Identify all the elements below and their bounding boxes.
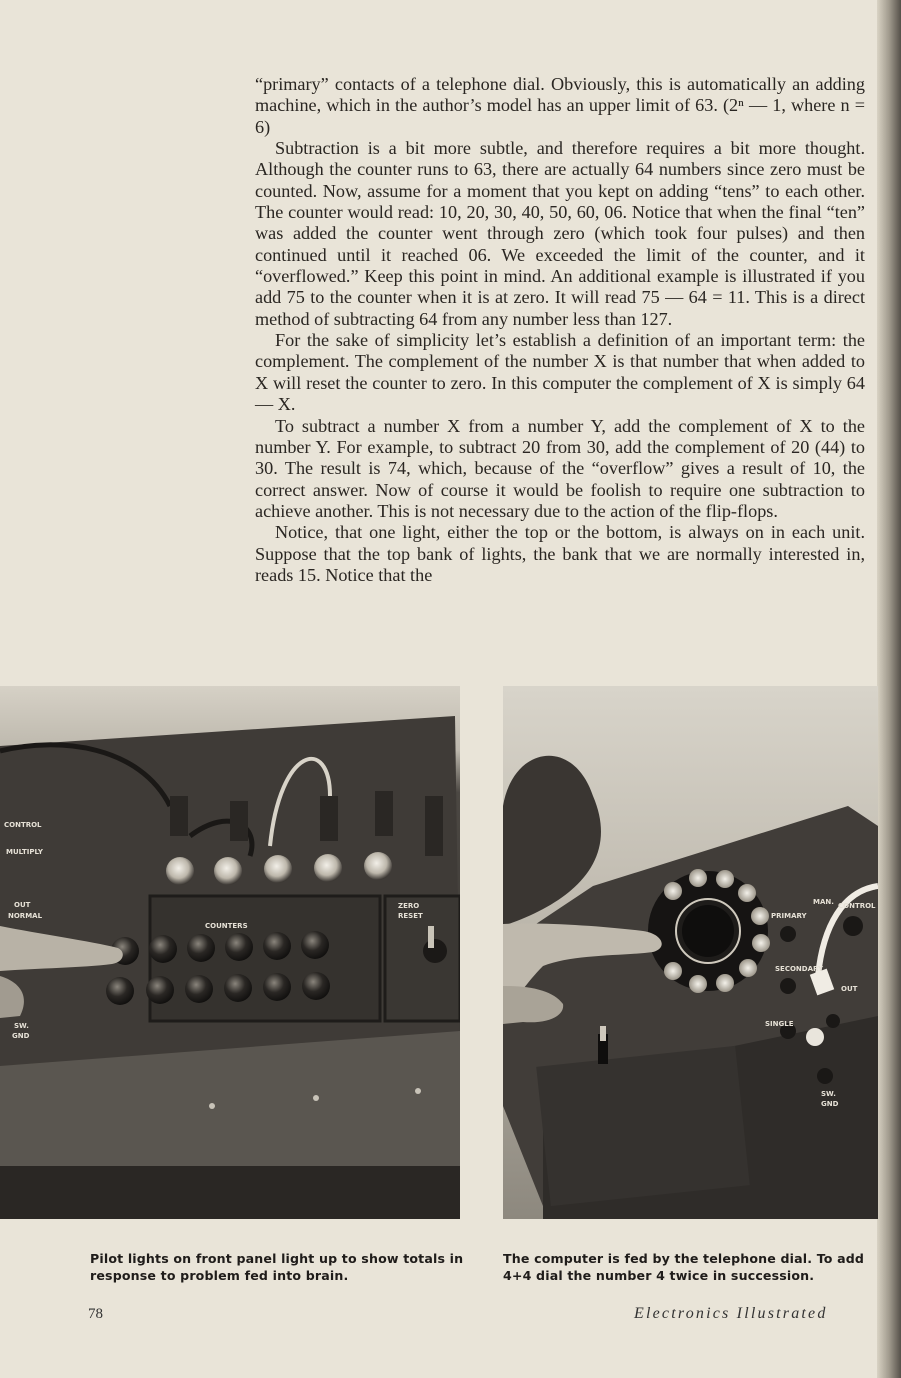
label-primary: PRIMARY (771, 912, 807, 920)
label-control-right: CONTROL (838, 902, 876, 910)
label-multiply: MULTIPLY (6, 848, 43, 856)
photo-pilot-lights-panel (0, 686, 460, 1219)
label-secondary: SECONDARY (775, 965, 824, 973)
label-gnd: GND (12, 1032, 30, 1040)
label-sw: SW. (14, 1022, 29, 1030)
label-normal: NORMAL (8, 912, 43, 920)
label-man: MAN. (813, 898, 834, 906)
label-out-right: OUT (841, 985, 858, 993)
photo-telephone-dial-illustration (503, 686, 878, 1219)
photo-pilot-lights-panel-illustration (0, 686, 460, 1219)
label-gnd-right: GND (821, 1100, 839, 1108)
label-sw-right: SW. (821, 1090, 836, 1098)
article-body (255, 74, 865, 586)
article-paragraph-2: Subtraction is a bit more subtle, and therefore requires a bit more thought. Although the counter runs to 63, there are actually 64 numbers since zero must be counted. Now, assume for a moment that you kept on adding “tens” to each other. The counter would read: 10, 20, 30, 40, 50, 60, 06. Notice that when the final “ten” was added the counter went through zero (which took four pulses) and then continued until it reached 06. We exceeded the limit of the counter, and it “overflowed.” Keep this point in mind. An additional example is illustrated if you add 75 to the counter when it is at zero. It will read 75 — 64 = 11. This is a direct method of subtracting 64 from any number less than 127. (255, 138, 865, 329)
article-paragraph-3: For the sake of simplicity let’s establish a definition of an important term: the complement. The complement of the number X is that number that when added to X will reset the counter to zero. In this computer the complement of X is simply 64 — X. (255, 330, 865, 415)
page-edge (877, 0, 901, 1378)
label-zero: ZERO (398, 902, 420, 910)
publication-title: Electronics Illustrated (634, 1305, 828, 1322)
label-single: SINGLE (765, 1020, 794, 1028)
article-paragraph-5: Notice, that one light, either the top or the bottom, is always on in each unit. Suppose that the top bank of lights, the bank that we are normally interested in, reads 15. Notice that the (255, 522, 865, 585)
label-reset: RESET (398, 912, 423, 920)
label-control: CONTROL (4, 821, 42, 829)
article-paragraph-1: “primary” contacts of a telephone dial. Obviously, this is automatically an adding machine, which in the author’s model has an upper limit of 63. (2ⁿ — 1, where n = 6) (255, 74, 865, 137)
telephone-dial (648, 869, 770, 993)
caption-telephone-dial: The computer is fed by the telephone dial. To add 4+4 dial the number 4 twice in succession. (503, 1251, 865, 1283)
photo-telephone-dial (503, 686, 878, 1219)
caption-pilot-lights: Pilot lights on front panel light up to show totals in response to problem fed into brain. (90, 1251, 464, 1283)
label-out: OUT (14, 901, 31, 909)
article-paragraph-4: To subtract a number X from a number Y, add the complement of X to the number Y. For example, to subtract 20 from 30, add the complement of 20 (44) to 30. The result is 74, which, because of the “overflow” gives a result of 10, the correct answer. Now of course it would be foolish to require one subtraction to achieve another. This is not necessary due to the action of the flip-flops. (255, 415, 865, 521)
label-counters: COUNTERS (205, 922, 248, 930)
page-number: 78 (88, 1306, 103, 1322)
